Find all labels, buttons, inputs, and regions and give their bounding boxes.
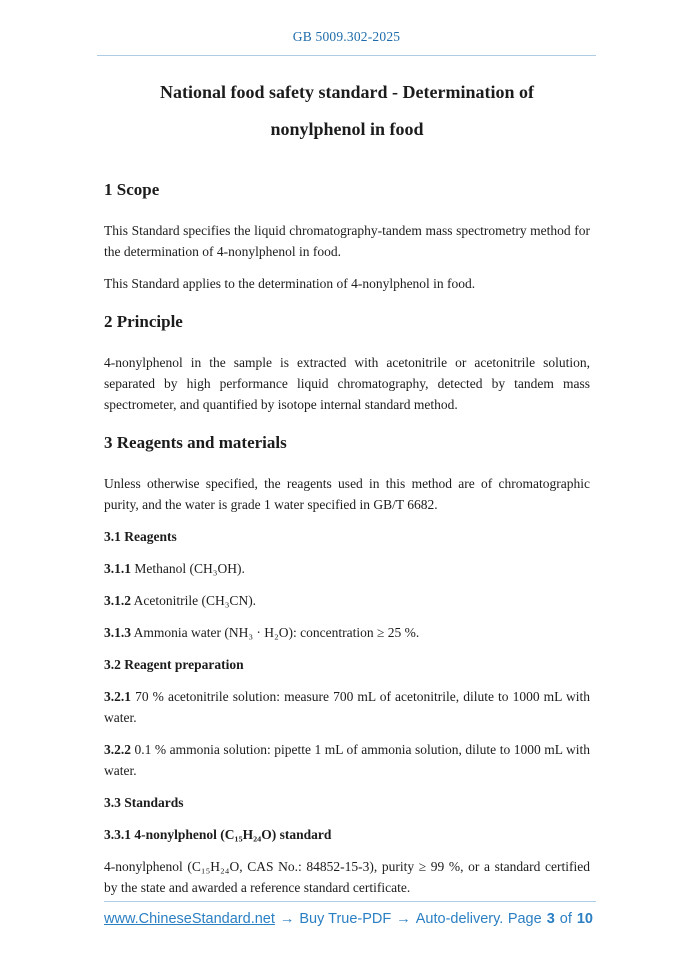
clause-text: Ammonia water (NH₃ · H₂O): concentration ≥ 25 %. xyxy=(131,625,420,640)
page-footer xyxy=(104,901,596,927)
site-link[interactable]: www.ChineseStandard.net xyxy=(104,911,275,927)
section-heading-principle: 2 Principle xyxy=(104,312,183,331)
auto-delivery-label: Auto-delivery. xyxy=(415,911,504,927)
section-heading-scope: 1 Scope xyxy=(104,180,160,199)
footer-divider xyxy=(104,901,596,902)
clause-text: Methanol (CH₃OH). xyxy=(131,561,245,576)
document-title-line1: National food safety standard - Determination of xyxy=(160,82,534,102)
clause-3-2-1 xyxy=(104,686,590,728)
clause-number: 3.1.3 xyxy=(104,625,131,640)
paragraph: 4-nonylphenol in the sample is extracted with acetonitrile or acetonitrile solution, separated by high performance liquid chromatography, detected by tandem mass spectrometer, and quantified by isotope internal standard method. xyxy=(104,355,590,412)
paragraph: 4-nonylphenol (C₁₅H₂₄O, CAS No.: 84852-15-3), purity ≥ 99 %, or a standard certified by the state and awarded a reference standard certificate. xyxy=(104,859,590,895)
clause-number: 3.2.1 xyxy=(104,689,131,704)
clause-3-2-2 xyxy=(104,739,590,781)
document-title-line2: nonylphenol in food xyxy=(270,119,424,139)
clause-text: 70 % acetonitrile solution: measure 700 mL of acetonitrile, dilute to 1000 mL with water. xyxy=(104,689,590,725)
page-total: 10 xyxy=(576,911,593,927)
clause-3-1-1 xyxy=(104,558,590,579)
buy-pdf-label: Buy True-PDF xyxy=(299,911,392,927)
paragraph: This Standard specifies the liquid chromatography-tandem mass spectrometry method for the determination of 4-nonylphenol in food. xyxy=(104,223,590,259)
clause-number: 3.2.2 xyxy=(104,742,131,757)
subsection-heading-3-3: 3.3 Standards xyxy=(104,795,184,810)
arrow-icon: → xyxy=(396,911,411,927)
arrow-icon: → xyxy=(279,911,295,927)
page-current: 3 xyxy=(546,911,555,927)
paragraph: This Standard applies to the determination of 4-nonylphenol in food. xyxy=(104,276,476,291)
document-content xyxy=(104,74,590,898)
page-header xyxy=(0,0,693,56)
clause-3-1-3 xyxy=(104,622,590,643)
clause-text: 0.1 % ammonia solution: pipette 1 mL of ammonia solution, dilute to 1000 mL with water. xyxy=(104,742,590,778)
page-label: Page xyxy=(507,911,542,927)
clause-text: Acetonitrile (CH₃CN). xyxy=(131,593,257,608)
standard-number: GB 5009.302-2025 xyxy=(292,29,401,44)
document-title xyxy=(104,74,590,148)
subsection-heading-3-3-1: 3.3.1 4-nonylphenol (C₁₅H₂₄O) standard xyxy=(104,827,332,842)
page-indicator xyxy=(506,911,596,927)
header-divider xyxy=(97,55,596,56)
of-label: of xyxy=(559,911,572,927)
subsection-heading-3-1: 3.1 Reagents xyxy=(104,529,177,544)
clause-number: 3.1.1 xyxy=(104,561,131,576)
subsection-heading-3-2: 3.2 Reagent preparation xyxy=(104,657,244,672)
footer-promo xyxy=(104,911,503,927)
paragraph: Unless otherwise specified, the reagents used in this method are of chromatographic purity, and the water is grade 1 water specified in GB/T 6682. xyxy=(104,476,590,512)
section-heading-reagents: 3 Reagents and materials xyxy=(104,433,287,452)
clause-3-1-2 xyxy=(104,590,590,611)
clause-number: 3.1.2 xyxy=(104,593,131,608)
